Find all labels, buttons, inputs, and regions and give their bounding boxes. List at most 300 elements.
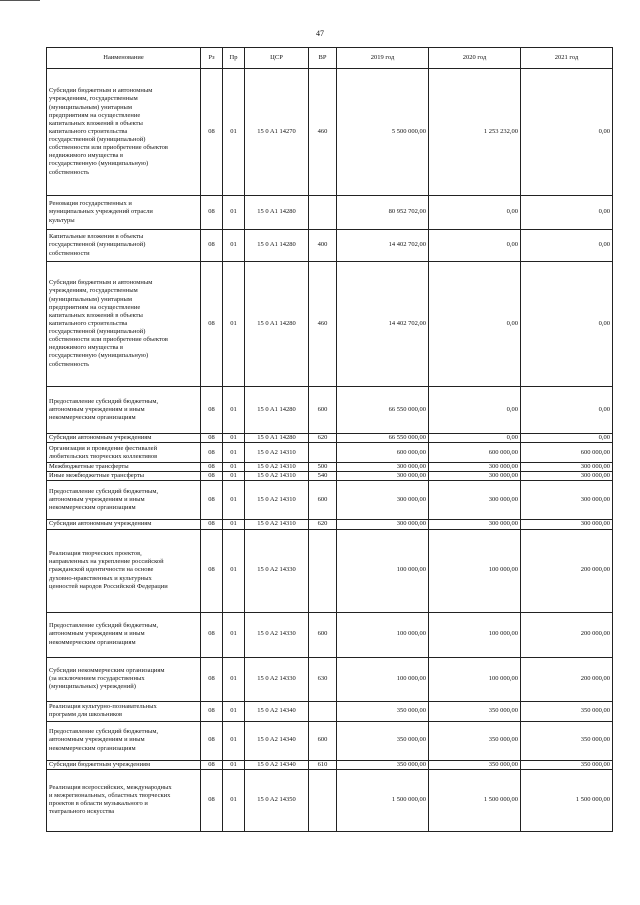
row-amount-2019 [337,481,429,520]
row-name [47,769,201,831]
row-amount-2021-text: 350 000,00 [580,760,610,768]
row-amount-2019 [337,387,429,434]
row-amount-2019-text: 5 500 000,00 [391,127,426,135]
row-pr-text: 01 [230,208,237,216]
row-amount-2019-text: 100 000,00 [396,630,426,638]
row-name-text: Реновация государственных и муниципальных учреждений отрасли культуры [49,200,153,224]
table-row [47,721,613,760]
row-amount-2019-text: 100 000,00 [396,674,426,682]
row-csr [245,196,309,230]
row-csr [245,262,309,387]
row-pr-text: 01 [230,496,237,504]
row-amount-2020-text: 300 000,00 [488,472,518,480]
row-amount-2019-text: 66 550 000,00 [388,405,426,413]
row-name-text: Иные межбюджетные трансферты [49,472,145,480]
row-csr-text: 15 0 A2 14340 [257,760,296,768]
row-csr [245,721,309,760]
row-pr-text: 01 [230,448,237,456]
col-header-name: Наименование [47,48,201,69]
row-amount-2019-text: 350 000,00 [396,760,426,768]
row-csr-text: 15 0 A2 14340 [257,736,296,744]
row-pr [223,230,245,262]
row-csr [245,69,309,196]
row-amount-2021 [521,472,613,481]
row-amount-2021 [521,230,613,262]
row-name-text: Организация и проведение фестивалей любительских творческих коллективов [49,444,158,460]
row-pr [223,701,245,721]
row-vr-text: 600 [317,736,328,744]
row-amount-2021-text: 1 500 000,00 [575,796,610,804]
row-amount-2020 [429,520,521,529]
row-csr [245,481,309,520]
row-csr-text: 15 0 A1 14280 [257,434,296,441]
row-name-text: Реализация творческих проектов, направленных на укрепление российской гражданской идентичности на основе духовно-нравственных и культурных ценностей народов Российской Федерации [49,550,168,590]
row-amount-2019-text: 300 000,00 [396,520,426,528]
row-csr-text: 15 0 A2 14330 [257,566,296,574]
row-amount-2019-text: 300 000,00 [396,496,426,504]
row-amount-2021 [521,481,613,520]
row-amount-2019 [337,196,429,230]
row-rz-text: 08 [208,496,215,504]
row-amount-2021 [521,612,613,657]
row-vr-text: 620 [317,520,328,528]
row-amount-2019 [337,701,429,721]
row-amount-2021 [521,529,613,612]
row-rz [201,529,223,612]
table-row [47,387,613,434]
table-row [47,196,613,230]
col-header-2019: 2019 год [337,48,429,69]
col-header-pr: Пр [223,48,245,69]
row-amount-2021-text: 200 000,00 [580,566,610,574]
row-amount-2021-text: 300 000,00 [580,496,610,504]
budget-table [46,47,613,832]
row-csr [245,760,309,769]
row-rz [201,769,223,831]
row-rz [201,481,223,520]
col-header-vr: ВР [309,48,337,69]
row-name [47,612,201,657]
row-csr [245,529,309,612]
row-vr-text: 610 [317,760,328,768]
table-row [47,230,613,262]
row-amount-2019 [337,612,429,657]
table-row [47,520,613,529]
row-pr [223,387,245,434]
row-rz-text: 08 [208,796,215,804]
row-csr-text: 15 0 A2 14330 [257,674,296,682]
row-rz [201,230,223,262]
page-number: 47 [316,29,324,38]
row-pr [223,434,245,443]
row-rz [201,701,223,721]
row-amount-2020 [429,529,521,612]
row-amount-2021-text: 200 000,00 [580,674,610,682]
row-csr-text: 15 0 A2 14310 [257,448,296,456]
row-csr-text: 15 0 A1 14280 [257,241,296,249]
row-amount-2021 [521,196,613,230]
row-name [47,434,201,443]
row-rz-text: 08 [208,448,215,456]
table-row [47,472,613,481]
row-vr-text: 540 [317,472,328,480]
row-name [47,69,201,196]
row-vr [309,701,337,721]
row-amount-2019 [337,529,429,612]
row-pr [223,463,245,472]
table-row [47,657,613,701]
row-pr-text: 01 [230,706,237,714]
row-rz-text: 08 [208,434,215,441]
row-rz-text: 08 [208,319,215,327]
row-rz [201,472,223,481]
row-rz [201,387,223,434]
row-rz [201,760,223,769]
row-csr [245,472,309,481]
row-rz [201,69,223,196]
row-pr-text: 01 [230,674,237,682]
row-pr [223,760,245,769]
row-vr-text: 500 [317,463,328,471]
row-amount-2020 [429,443,521,463]
row-vr-text: 400 [317,241,328,249]
row-vr [309,657,337,701]
row-amount-2019-text: 80 952 702,00 [388,208,426,216]
row-amount-2021 [521,769,613,831]
row-name [47,481,201,520]
col-header-rz: Рз [201,48,223,69]
table-row [47,69,613,196]
row-csr [245,443,309,463]
row-amount-2020 [429,472,521,481]
row-pr [223,481,245,520]
row-amount-2020 [429,463,521,472]
row-vr [309,387,337,434]
row-name [47,230,201,262]
row-amount-2019 [337,760,429,769]
row-name [47,701,201,721]
table-row [47,769,613,831]
row-name-text: Реализация всероссийских, международных и межрегиональных, областных творческих проектов в области музыкального и театрального искусства [49,783,172,816]
row-name [47,529,201,612]
table-row [47,701,613,721]
row-amount-2019 [337,520,429,529]
row-vr-text: 620 [317,434,328,441]
row-name-text: Капитальные вложения в объекты государственной (муниципальной) собственности [49,233,146,257]
row-amount-2019-text: 14 402 702,00 [388,241,426,249]
row-rz [201,196,223,230]
row-csr [245,769,309,831]
row-name-text: Предоставление субсидий бюджетным, автономным учреждениям и иным некоммерческим организациям [49,622,159,646]
row-amount-2021-text: 0,00 [598,434,610,441]
row-vr-text: 630 [317,674,328,682]
row-amount-2021 [521,443,613,463]
row-amount-2020 [429,769,521,831]
row-pr-text: 01 [230,405,237,413]
row-amount-2019 [337,443,429,463]
row-name-text: Субсидии бюджетным и автономным учреждениям, государственным (муниципальным) унитарным предприятиям на осуществление капитальных вложений в объекты капитального строительства государственной (муниципальной) собственности или приобретение объектов недвижимого имущества в государственную (муниципальную) собственность [49,87,168,176]
row-vr [309,721,337,760]
row-pr [223,657,245,701]
row-amount-2020-text: 100 000,00 [488,566,518,574]
row-amount-2020-text: 1 500 000,00 [483,796,518,804]
row-amount-2021-text: 350 000,00 [580,706,610,714]
row-amount-2021 [521,760,613,769]
row-name [47,463,201,472]
row-csr-text: 15 0 A2 14310 [257,463,296,471]
row-rz-text: 08 [208,520,215,528]
row-rz-text: 08 [208,760,215,768]
row-vr-text: 600 [317,630,328,638]
row-amount-2019-text: 350 000,00 [396,736,426,744]
row-amount-2019 [337,434,429,443]
row-amount-2020-text: 100 000,00 [488,630,518,638]
row-amount-2019 [337,472,429,481]
row-rz-text: 08 [208,706,215,714]
table-header-row [47,48,613,69]
row-amount-2019-text: 1 500 000,00 [391,796,426,804]
row-csr-text: 15 0 A2 14340 [257,706,296,714]
row-rz-text: 08 [208,566,215,574]
row-amount-2020 [429,262,521,387]
row-pr [223,612,245,657]
row-name [47,387,201,434]
row-csr [245,612,309,657]
row-pr [223,69,245,196]
corner-mark [0,0,40,6]
row-csr-text: 15 0 A1 14270 [257,127,296,135]
table-row [47,760,613,769]
row-amount-2020-text: 0,00 [506,241,518,249]
row-amount-2021 [521,69,613,196]
row-rz [201,443,223,463]
row-rz-text: 08 [208,674,215,682]
row-amount-2019-text: 600 000,00 [396,448,426,456]
row-vr [309,463,337,472]
row-amount-2020-text: 300 000,00 [488,463,518,471]
row-amount-2020 [429,760,521,769]
row-name-text: Субсидии автономным учреждениям [49,434,152,441]
row-vr [309,760,337,769]
row-amount-2021 [521,262,613,387]
row-amount-2021-text: 0,00 [598,127,610,135]
row-name [47,472,201,481]
row-vr [309,69,337,196]
row-amount-2021-text: 0,00 [598,405,610,413]
row-amount-2019 [337,657,429,701]
row-name-text: Предоставление субсидий бюджетным, автономным учреждениям и иным некоммерческим организациям [49,488,159,512]
row-vr [309,520,337,529]
row-name-text: Реализация культурно-познавательных программ для школьников [49,702,157,718]
row-csr [245,520,309,529]
table-row [47,481,613,520]
row-amount-2019 [337,69,429,196]
row-pr-text: 01 [230,520,237,528]
row-vr-text: 460 [317,319,328,327]
row-pr-text: 01 [230,319,237,327]
row-amount-2020-text: 300 000,00 [488,520,518,528]
row-vr [309,196,337,230]
row-csr-text: 15 0 A2 14350 [257,796,296,804]
row-amount-2021-text: 0,00 [598,319,610,327]
table-row [47,434,613,443]
row-amount-2020-text: 0,00 [506,319,518,327]
row-csr-text: 15 0 A1 14280 [257,319,296,327]
row-amount-2020-text: 600 000,00 [488,448,518,456]
row-vr [309,230,337,262]
row-amount-2020 [429,230,521,262]
row-amount-2020-text: 350 000,00 [488,760,518,768]
row-csr-text: 15 0 A2 14310 [257,520,296,528]
row-amount-2021-text: 300 000,00 [580,463,610,471]
row-rz-text: 08 [208,630,215,638]
row-amount-2019-text: 350 000,00 [396,706,426,714]
row-name [47,760,201,769]
row-amount-2021 [521,701,613,721]
row-amount-2020 [429,612,521,657]
row-pr-text: 01 [230,566,237,574]
row-vr [309,612,337,657]
row-rz [201,657,223,701]
row-amount-2021-text: 200 000,00 [580,630,610,638]
row-vr [309,529,337,612]
row-amount-2021-text: 0,00 [598,208,610,216]
row-csr [245,434,309,443]
row-amount-2020 [429,434,521,443]
row-pr [223,520,245,529]
row-csr-text: 15 0 A1 14280 [257,208,296,216]
row-amount-2021-text: 600 000,00 [580,448,610,456]
row-vr [309,481,337,520]
row-amount-2021 [521,434,613,443]
row-csr [245,701,309,721]
row-csr-text: 15 0 A2 14330 [257,630,296,638]
col-header-2020: 2020 год [429,48,521,69]
row-amount-2020-text: 0,00 [506,405,518,413]
row-pr [223,443,245,463]
row-amount-2020-text: 100 000,00 [488,674,518,682]
row-pr-text: 01 [230,760,237,768]
col-header-csr: ЦСР [245,48,309,69]
row-rz-text: 08 [208,208,215,216]
row-name-text: Предоставление субсидий бюджетным, автономным учреждениям и иным некоммерческим организациям [49,397,159,422]
row-amount-2021 [521,463,613,472]
table-row [47,612,613,657]
row-name-text: Субсидии автономным учреждениям [49,520,152,528]
row-pr-text: 01 [230,463,237,471]
row-pr-text: 01 [230,241,237,249]
row-pr-text: 01 [230,796,237,804]
row-rz-text: 08 [208,405,215,413]
row-vr [309,769,337,831]
row-csr [245,657,309,701]
row-amount-2019 [337,262,429,387]
row-pr-text: 01 [230,472,237,480]
row-amount-2020-text: 300 000,00 [488,496,518,504]
row-vr [309,434,337,443]
row-pr-text: 01 [230,434,237,441]
row-rz-text: 08 [208,472,215,480]
row-csr-text: 15 0 A2 14310 [257,472,296,480]
row-amount-2019-text: 100 000,00 [396,566,426,574]
row-name-text: Субсидии бюджетным и автономным учреждениям, государственным (муниципальным) унитарным предприятиям на осуществление капитальных вложений в объекты капитального строительства государственной (муниципальной) собственности или приобретение объектов недвижимого имущества в государственную (муниципальную) собственность [49,279,168,368]
row-pr [223,721,245,760]
row-csr [245,230,309,262]
row-amount-2020 [429,701,521,721]
row-amount-2020-text: 1 253 232,00 [483,127,518,135]
row-csr [245,463,309,472]
row-rz [201,262,223,387]
row-name-text: Субсидии некоммерческим организациям (за исключением государственных (муниципальных) учреждений) [49,666,165,691]
row-csr-text: 15 0 A1 14280 [257,405,296,413]
row-amount-2020 [429,196,521,230]
row-amount-2021 [521,520,613,529]
row-amount-2019 [337,463,429,472]
row-amount-2021 [521,657,613,701]
row-amount-2019 [337,230,429,262]
row-amount-2019 [337,721,429,760]
row-amount-2021 [521,387,613,434]
row-csr [245,387,309,434]
row-pr [223,769,245,831]
row-pr [223,262,245,387]
row-name-text: Предоставление субсидий бюджетным, автономным учреждениям и иным некоммерческим организациям [49,728,159,752]
row-amount-2020-text: 0,00 [506,434,518,441]
row-pr-text: 01 [230,630,237,638]
row-name [47,721,201,760]
row-vr [309,472,337,481]
row-pr-text: 01 [230,736,237,744]
row-amount-2020-text: 0,00 [506,208,518,216]
row-vr-text: 600 [317,405,328,413]
row-name [47,196,201,230]
row-amount-2019-text: 300 000,00 [396,463,426,471]
row-name [47,443,201,463]
table-row [47,262,613,387]
row-amount-2021 [521,721,613,760]
table-row [47,443,613,463]
row-pr [223,472,245,481]
row-rz [201,612,223,657]
row-pr [223,196,245,230]
row-amount-2019 [337,769,429,831]
row-amount-2021-text: 300 000,00 [580,520,610,528]
row-amount-2021-text: 0,00 [598,241,610,249]
row-rz-text: 08 [208,241,215,249]
row-pr-text: 01 [230,127,237,135]
row-name [47,520,201,529]
row-vr [309,443,337,463]
row-amount-2020 [429,387,521,434]
row-rz-text: 08 [208,736,215,744]
row-vr-text: 600 [317,496,328,504]
row-rz-text: 08 [208,127,215,135]
row-amount-2020 [429,657,521,701]
table-body [47,69,613,832]
table-row [47,529,613,612]
row-amount-2020-text: 350 000,00 [488,736,518,744]
row-vr-text: 460 [317,127,328,135]
row-name [47,262,201,387]
row-name [47,657,201,701]
row-name-text: Субсидии бюджетным учреждениям [49,760,151,768]
row-amount-2020-text: 350 000,00 [488,706,518,714]
row-name-text: Межбюджетные трансферты [49,463,129,471]
row-amount-2021-text: 300 000,00 [580,472,610,480]
row-rz [201,520,223,529]
row-rz-text: 08 [208,463,215,471]
row-amount-2020 [429,721,521,760]
